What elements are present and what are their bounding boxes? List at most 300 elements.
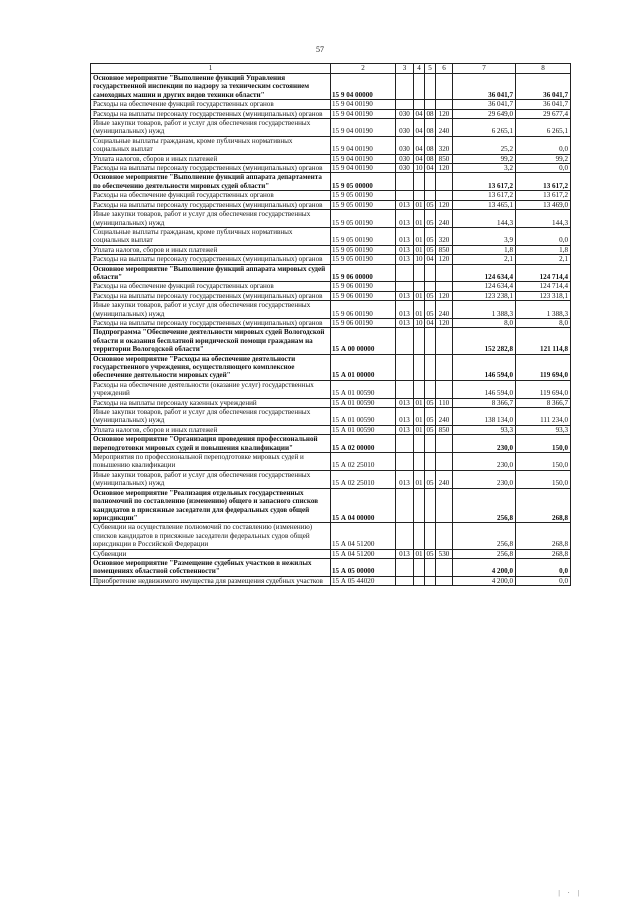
target-code-cell: 15 9 04 00190 [331, 119, 396, 137]
amount-year-1-cell: 4 200,0 [453, 576, 516, 585]
section-code-cell: 01 [414, 408, 425, 426]
amount-year-1-cell: 146 594,0 [453, 380, 516, 398]
expense-type-cell [436, 435, 453, 453]
section-code-cell: 04 [414, 136, 425, 154]
table-row [91, 425, 571, 434]
section-code-cell [414, 74, 425, 100]
amount-year-2-cell: 36 041,7 [516, 74, 571, 100]
section-code-cell: 10 [415, 255, 423, 264]
ministry-code-cell: 030 [396, 119, 414, 137]
target-code-cell: 15 А 04 51200 [331, 523, 396, 549]
expense-type-cell [436, 380, 453, 398]
subsection-code-cell: 05 [426, 200, 434, 209]
subsection-code-cell [425, 74, 436, 100]
ministry-code-cell: 013 [396, 318, 414, 327]
target-code-cell: 15 9 05 00000 [331, 173, 396, 191]
amount-year-1-cell: 13 617,2 [453, 173, 516, 191]
table-row [91, 173, 571, 191]
expense-type-cell [436, 576, 453, 585]
amount-year-2-cell: 8,0 [516, 318, 571, 327]
ministry-code-cell: 030 [396, 109, 414, 118]
target-code-cell: 15 9 04 00000 [331, 74, 396, 100]
target-code-cell: 15 9 04 00190 [331, 109, 396, 118]
section-code-cell: 01 [414, 301, 425, 319]
expense-type-cell [436, 191, 453, 200]
amount-year-1-cell: 152 282,8 [453, 328, 516, 354]
target-code-cell: 15 А 01 00000 [331, 354, 396, 380]
expense-type-cell: 320 [436, 227, 453, 245]
amount-year-1-cell: 25,2 [453, 136, 516, 154]
table-row [91, 164, 571, 173]
section-code-cell: 01 [415, 398, 423, 407]
row-name-cell: Расходы на выплаты персоналу государственных (муниципальных) органов [91, 291, 331, 300]
subsection-code-cell: 05 [426, 398, 434, 407]
section-code-cell: 01 [415, 200, 423, 209]
column-header: 3 [396, 64, 414, 74]
expense-type-cell: 120 [436, 291, 453, 300]
row-name-cell: Расходы на обеспечение деятельности (оказание услуг) государственных учреждений [91, 380, 331, 398]
target-code-cell: 15 А 04 51200 [331, 549, 396, 558]
section-code-cell: 04 [414, 119, 425, 137]
table-row [91, 100, 571, 109]
amount-year-1-cell: 256,8 [453, 488, 516, 523]
section-code-cell [414, 264, 425, 282]
subsection-code-cell [425, 380, 436, 398]
expense-type-cell [436, 173, 453, 191]
target-code-cell: 15 9 04 00190 [331, 136, 396, 154]
subsection-code-cell: 05 [426, 549, 434, 558]
table-row [91, 210, 571, 228]
subsection-code-cell [425, 264, 436, 282]
table-row [91, 191, 571, 200]
ministry-code-cell [396, 100, 414, 109]
amount-year-1-cell: 99,2 [453, 154, 516, 163]
table-row [91, 119, 571, 137]
expense-type-cell [436, 328, 453, 354]
amount-year-2-cell: 119 694,0 [516, 380, 571, 398]
target-code-cell: 15 9 04 00190 [331, 100, 396, 109]
amount-year-2-cell: 13 617,2 [516, 173, 571, 191]
row-name-cell: Расходы на выплаты персоналу государственных (муниципальных) органов [91, 164, 331, 173]
amount-year-1-cell: 8 366,7 [453, 398, 516, 407]
amount-year-2-cell: 0,0 [516, 136, 571, 154]
subsection-code-cell: 05 [426, 425, 434, 434]
amount-year-2-cell: 36 041,7 [516, 100, 571, 109]
amount-year-1-cell: 123 238,1 [453, 291, 516, 300]
section-code-cell: 10 [415, 318, 423, 327]
table-row [91, 301, 571, 319]
amount-year-1-cell: 13 617,2 [453, 191, 516, 200]
table-row [91, 328, 571, 354]
footer-mark: | · | [558, 889, 582, 897]
target-code-cell: 15 А 01 00590 [331, 398, 396, 407]
amount-year-2-cell: 0,0 [516, 164, 571, 173]
amount-year-1-cell: 8,0 [453, 318, 516, 327]
section-code-cell [414, 576, 425, 585]
row-name-cell: Иные закупки товаров, работ и услуг для обеспечения государственных (муниципальных) нужд [91, 470, 331, 488]
subsection-code-cell: 04 [426, 318, 434, 327]
amount-year-2-cell: 0,0 [516, 227, 571, 245]
section-code-cell [414, 523, 425, 549]
section-code-cell: 01 [415, 291, 423, 300]
amount-year-2-cell: 123 318,1 [516, 291, 571, 300]
amount-year-2-cell: 144,3 [516, 210, 571, 228]
row-name-cell: Иные закупки товаров, работ и услуг для обеспечения государственных (муниципальных) нужд [91, 408, 331, 426]
subsection-code-cell: 08 [425, 119, 436, 137]
expense-type-cell: 120 [436, 164, 453, 173]
amount-year-1-cell: 138 134,0 [453, 408, 516, 426]
column-header: 1 [91, 64, 331, 74]
amount-year-2-cell: 121 114,8 [516, 328, 571, 354]
target-code-cell: 15 9 05 00190 [331, 200, 396, 209]
amount-year-2-cell: 268,8 [516, 488, 571, 523]
target-code-cell: 15 А 02 00000 [331, 435, 396, 453]
section-code-cell [414, 328, 425, 354]
ministry-code-cell: 030 [396, 154, 414, 163]
amount-year-1-cell: 29 649,0 [453, 109, 516, 118]
target-code-cell: 15 А 05 00000 [331, 558, 396, 576]
amount-year-2-cell: 124 714,4 [516, 282, 571, 291]
section-code-cell: 01 [414, 470, 425, 488]
section-code-cell: 04 [415, 154, 423, 163]
amount-year-2-cell: 1,8 [516, 245, 571, 254]
column-header: 5 [425, 64, 436, 74]
column-header: 4 [414, 64, 425, 74]
amount-year-2-cell: 124 714,4 [516, 264, 571, 282]
subsection-code-cell: 05 [426, 245, 434, 254]
page-number: 57 [316, 45, 324, 54]
subsection-code-cell: 08 [425, 136, 436, 154]
ministry-code-cell: 013 [396, 398, 414, 407]
target-code-cell: 15 А 01 00590 [331, 408, 396, 426]
amount-year-2-cell: 0,0 [516, 576, 571, 585]
row-name-cell: Основное мероприятие "Организация проведения профессиональной переподготовки мировых судей и повышения квалификации" [91, 435, 331, 453]
ministry-code-cell: 013 [396, 245, 414, 254]
expense-type-cell: 240 [436, 301, 453, 319]
row-name-cell: Основное мероприятие "Размещение судебных участков в нежилых помещениях областной собственности" [91, 558, 331, 576]
table-header-row [91, 64, 571, 74]
budget-table [90, 63, 571, 586]
amount-year-2-cell: 119 694,0 [516, 354, 571, 380]
ministry-code-cell: 013 [396, 470, 414, 488]
section-code-cell: 01 [415, 245, 423, 254]
amount-year-1-cell: 93,3 [453, 425, 516, 434]
row-name-cell: Подпрограмма "Обеспечение деятельности мировых судей Вологодской области и оказания бесплатной юридической помощи гражданам на территории Вологодской области" [91, 328, 331, 354]
expense-type-cell [436, 264, 453, 282]
ministry-code-cell [396, 328, 414, 354]
table-row [91, 227, 571, 245]
table-row [91, 398, 571, 407]
ministry-code-cell [396, 380, 414, 398]
row-name-cell: Уплата налогов, сборов и иных платежей [91, 154, 331, 163]
subsection-code-cell [425, 173, 436, 191]
target-code-cell: 15 А 01 00590 [331, 425, 396, 434]
row-name-cell: Расходы на выплаты персоналу государственных (муниципальных) органов [91, 109, 331, 118]
row-name-cell: Иные закупки товаров, работ и услуг для обеспечения государственных (муниципальных) нужд [91, 119, 331, 137]
table-row [91, 245, 571, 254]
amount-year-1-cell: 1,8 [453, 245, 516, 254]
target-code-cell: 15 9 06 00190 [331, 318, 396, 327]
ministry-code-cell [396, 523, 414, 549]
ministry-code-cell [396, 282, 414, 291]
table-row [91, 549, 571, 558]
table-row [91, 109, 571, 118]
amount-year-1-cell: 3,9 [453, 227, 516, 245]
section-code-cell [414, 173, 425, 191]
row-name-cell: Расходы на обеспечение функций государственных органов [91, 282, 331, 291]
target-code-cell: 15 9 04 00190 [331, 164, 396, 173]
row-name-cell: Расходы на выплаты персоналу государственных (муниципальных) органов [91, 318, 331, 327]
ministry-code-cell: 013 [396, 549, 414, 558]
amount-year-1-cell: 146 594,0 [453, 354, 516, 380]
target-code-cell: 15 А 02 25010 [331, 470, 396, 488]
ministry-code-cell: 030 [396, 164, 414, 173]
section-code-cell [414, 191, 425, 200]
row-name-cell: Расходы на обеспечение функций государственных органов [91, 100, 331, 109]
section-code-cell: 01 [414, 210, 425, 228]
section-code-cell [414, 282, 425, 291]
row-name-cell: Субвенции [91, 549, 331, 558]
expense-type-cell: 320 [436, 136, 453, 154]
target-code-cell: 15 А 01 00590 [331, 380, 396, 398]
table-row [91, 470, 571, 488]
expense-type-cell [436, 523, 453, 549]
amount-year-2-cell: 150,0 [516, 453, 571, 471]
target-code-cell: 15 А 02 25010 [331, 453, 396, 471]
amount-year-2-cell: 150,0 [516, 435, 571, 453]
table-row [91, 558, 571, 576]
amount-year-1-cell: 13 465,1 [453, 200, 516, 209]
ministry-code-cell [396, 173, 414, 191]
ministry-code-cell: 013 [396, 291, 414, 300]
table-row [91, 576, 571, 585]
expense-type-cell [436, 558, 453, 576]
table-row [91, 200, 571, 209]
subsection-code-cell: 05 [426, 291, 434, 300]
table-row [91, 354, 571, 380]
row-name-cell: Основное мероприятие "Реализация отдельных государственных полномочий по составлению (изменению) общего и запасного списков кандидатов в присяжные заседатели для федеральных судов общей юрисдикции" [91, 488, 331, 523]
subsection-code-cell: 05 [425, 301, 436, 319]
amount-year-2-cell: 6 265,1 [516, 119, 571, 137]
ministry-code-cell [396, 435, 414, 453]
section-code-cell [414, 453, 425, 471]
amount-year-2-cell: 2,1 [516, 255, 571, 264]
ministry-code-cell [396, 576, 414, 585]
amount-year-2-cell: 93,3 [516, 425, 571, 434]
section-code-cell [414, 380, 425, 398]
expense-type-cell: 850 [436, 245, 453, 254]
target-code-cell: 15 9 05 00190 [331, 255, 396, 264]
section-code-cell: 01 [414, 227, 425, 245]
expense-type-cell: 240 [436, 408, 453, 426]
target-code-cell: 15 9 04 00190 [331, 154, 396, 163]
ministry-code-cell [396, 191, 414, 200]
column-header: 6 [436, 64, 453, 74]
section-code-cell: 01 [415, 549, 423, 558]
section-code-cell: 10 [415, 164, 423, 173]
subsection-code-cell: 08 [426, 109, 434, 118]
amount-year-1-cell: 124 634,4 [453, 264, 516, 282]
ministry-code-cell: 013 [396, 408, 414, 426]
table-row [91, 435, 571, 453]
row-name-cell: Субвенции на осуществление полномочий по составлению (изменению) списков кандидатов в присяжные заседатели федеральных судов общей юрисдикции в Российской Федерации [91, 523, 331, 549]
amount-year-2-cell: 29 677,4 [516, 109, 571, 118]
expense-type-cell [436, 282, 453, 291]
amount-year-1-cell: 144,3 [453, 210, 516, 228]
ministry-code-cell [396, 354, 414, 380]
subsection-code-cell: 04 [426, 164, 434, 173]
amount-year-2-cell: 13 617,2 [516, 191, 571, 200]
amount-year-1-cell: 2,1 [453, 255, 516, 264]
row-name-cell: Расходы на выплаты персоналу казенных учреждений [91, 398, 331, 407]
amount-year-1-cell: 230,0 [453, 453, 516, 471]
expense-type-cell: 850 [436, 425, 453, 434]
row-name-cell: Основное мероприятие "Выполнение функций аппарата мировых судей области" [91, 264, 331, 282]
section-code-cell [414, 488, 425, 523]
row-name-cell: Расходы на выплаты персоналу государственных (муниципальных) органов [91, 200, 331, 209]
target-code-cell: 15 А 04 00000 [331, 488, 396, 523]
amount-year-1-cell: 256,8 [453, 523, 516, 549]
subsection-code-cell [425, 100, 436, 109]
row-name-cell: Основное мероприятие "Расходы на обеспечение деятельности государственного учреждения, осуществляющего комплексное обеспечение деятельности мировых судей" [91, 354, 331, 380]
table-row [91, 488, 571, 523]
ministry-code-cell: 013 [396, 255, 414, 264]
row-name-cell: Основное мероприятие "Выполнение функций аппарата департамента по обеспечению деятельности мировых судей области" [91, 173, 331, 191]
subsection-code-cell: 05 [425, 470, 436, 488]
table-row [91, 74, 571, 100]
ministry-code-cell: 013 [396, 200, 414, 209]
section-code-cell [414, 100, 425, 109]
amount-year-2-cell: 13 469,0 [516, 200, 571, 209]
subsection-code-cell [425, 435, 436, 453]
expense-type-cell: 530 [436, 549, 453, 558]
column-header: 8 [516, 64, 571, 74]
target-code-cell: 15 9 06 00000 [331, 264, 396, 282]
amount-year-1-cell: 3,2 [453, 164, 516, 173]
target-code-cell: 15 9 05 00190 [331, 245, 396, 254]
section-code-cell [414, 558, 425, 576]
ministry-code-cell: 030 [396, 136, 414, 154]
amount-year-1-cell: 124 634,4 [453, 282, 516, 291]
amount-year-2-cell: 99,2 [516, 154, 571, 163]
row-name-cell: Расходы на обеспечение функций государственных органов [91, 191, 331, 200]
amount-year-2-cell: 268,8 [516, 523, 571, 549]
amount-year-2-cell: 1 388,3 [516, 301, 571, 319]
subsection-code-cell: 08 [426, 154, 434, 163]
amount-year-1-cell: 1 388,3 [453, 301, 516, 319]
target-code-cell: 15 9 06 00190 [331, 282, 396, 291]
section-code-cell [414, 435, 425, 453]
expense-type-cell [436, 100, 453, 109]
row-name-cell: Социальные выплаты гражданам, кроме публичных нормативных социальных выплат [91, 136, 331, 154]
expense-type-cell: 120 [436, 200, 453, 209]
table-row [91, 408, 571, 426]
amount-year-2-cell: 111 234,0 [516, 408, 571, 426]
column-header: 7 [453, 64, 516, 74]
row-name-cell: Мероприятия по профессиональной переподготовке мировых судей и повышению квалификации [91, 453, 331, 471]
subsection-code-cell [425, 328, 436, 354]
amount-year-1-cell: 256,8 [453, 549, 516, 558]
expense-type-cell: 120 [436, 255, 453, 264]
ministry-code-cell: 013 [396, 210, 414, 228]
table-row [91, 318, 571, 327]
table-row [91, 453, 571, 471]
subsection-code-cell: 04 [426, 255, 434, 264]
subsection-code-cell [425, 191, 436, 200]
expense-type-cell: 120 [436, 109, 453, 118]
expense-type-cell: 110 [436, 398, 453, 407]
row-name-cell: Уплата налогов, сборов и иных платежей [91, 245, 331, 254]
expense-type-cell [436, 354, 453, 380]
table-row [91, 523, 571, 549]
column-header: 2 [331, 64, 396, 74]
table-row [91, 255, 571, 264]
amount-year-1-cell: 4 200,0 [453, 558, 516, 576]
target-code-cell: 15 А 00 00000 [331, 328, 396, 354]
amount-year-1-cell: 230,0 [453, 470, 516, 488]
section-code-cell: 04 [415, 109, 423, 118]
section-code-cell [414, 354, 425, 380]
section-code-cell: 01 [415, 425, 423, 434]
amount-year-1-cell: 36 041,7 [453, 100, 516, 109]
amount-year-1-cell: 230,0 [453, 435, 516, 453]
expense-type-cell: 120 [436, 318, 453, 327]
amount-year-2-cell: 150,0 [516, 470, 571, 488]
subsection-code-cell [425, 488, 436, 523]
subsection-code-cell [425, 282, 436, 291]
row-name-cell: Приобретение недвижимого имущества для размещения судебных участков [91, 576, 331, 585]
row-name-cell: Иные закупки товаров, работ и услуг для обеспечения государственных (муниципальных) нужд [91, 210, 331, 228]
table-row [91, 282, 571, 291]
ministry-code-cell: 013 [396, 227, 414, 245]
table-row [91, 291, 571, 300]
subsection-code-cell [425, 523, 436, 549]
table-row [91, 154, 571, 163]
ministry-code-cell: 013 [396, 301, 414, 319]
expense-type-cell [436, 488, 453, 523]
row-name-cell: Иные закупки товаров, работ и услуг для обеспечения государственных (муниципальных) нужд [91, 301, 331, 319]
target-code-cell: 15 9 06 00190 [331, 301, 396, 319]
expense-type-cell [436, 453, 453, 471]
expense-type-cell: 850 [436, 154, 453, 163]
subsection-code-cell [425, 354, 436, 380]
table-row [91, 380, 571, 398]
expense-type-cell [436, 74, 453, 100]
subsection-code-cell [425, 558, 436, 576]
ministry-code-cell [396, 488, 414, 523]
ministry-code-cell [396, 74, 414, 100]
subsection-code-cell: 05 [425, 227, 436, 245]
expense-type-cell: 240 [436, 470, 453, 488]
amount-year-1-cell: 36 041,7 [453, 74, 516, 100]
ministry-code-cell [396, 264, 414, 282]
row-name-cell: Социальные выплаты гражданам, кроме публичных нормативных социальных выплат [91, 227, 331, 245]
row-name-cell: Расходы на выплаты персоналу государственных (муниципальных) органов [91, 255, 331, 264]
subsection-code-cell [425, 453, 436, 471]
expense-type-cell: 240 [436, 119, 453, 137]
expense-type-cell: 240 [436, 210, 453, 228]
target-code-cell: 15 9 05 00190 [331, 191, 396, 200]
row-name-cell: Основное мероприятие "Выполнение функций Управления государственной инспекции по надзору за техническим состоянием самоходных машин и других видов техники области" [91, 74, 331, 100]
ministry-code-cell [396, 453, 414, 471]
amount-year-1-cell: 6 265,1 [453, 119, 516, 137]
amount-year-2-cell: 8 366,7 [516, 398, 571, 407]
row-name-cell: Уплата налогов, сборов и иных платежей [91, 425, 331, 434]
target-code-cell: 15 9 05 00190 [331, 227, 396, 245]
subsection-code-cell: 05 [425, 408, 436, 426]
table-row [91, 136, 571, 154]
subsection-code-cell [425, 576, 436, 585]
